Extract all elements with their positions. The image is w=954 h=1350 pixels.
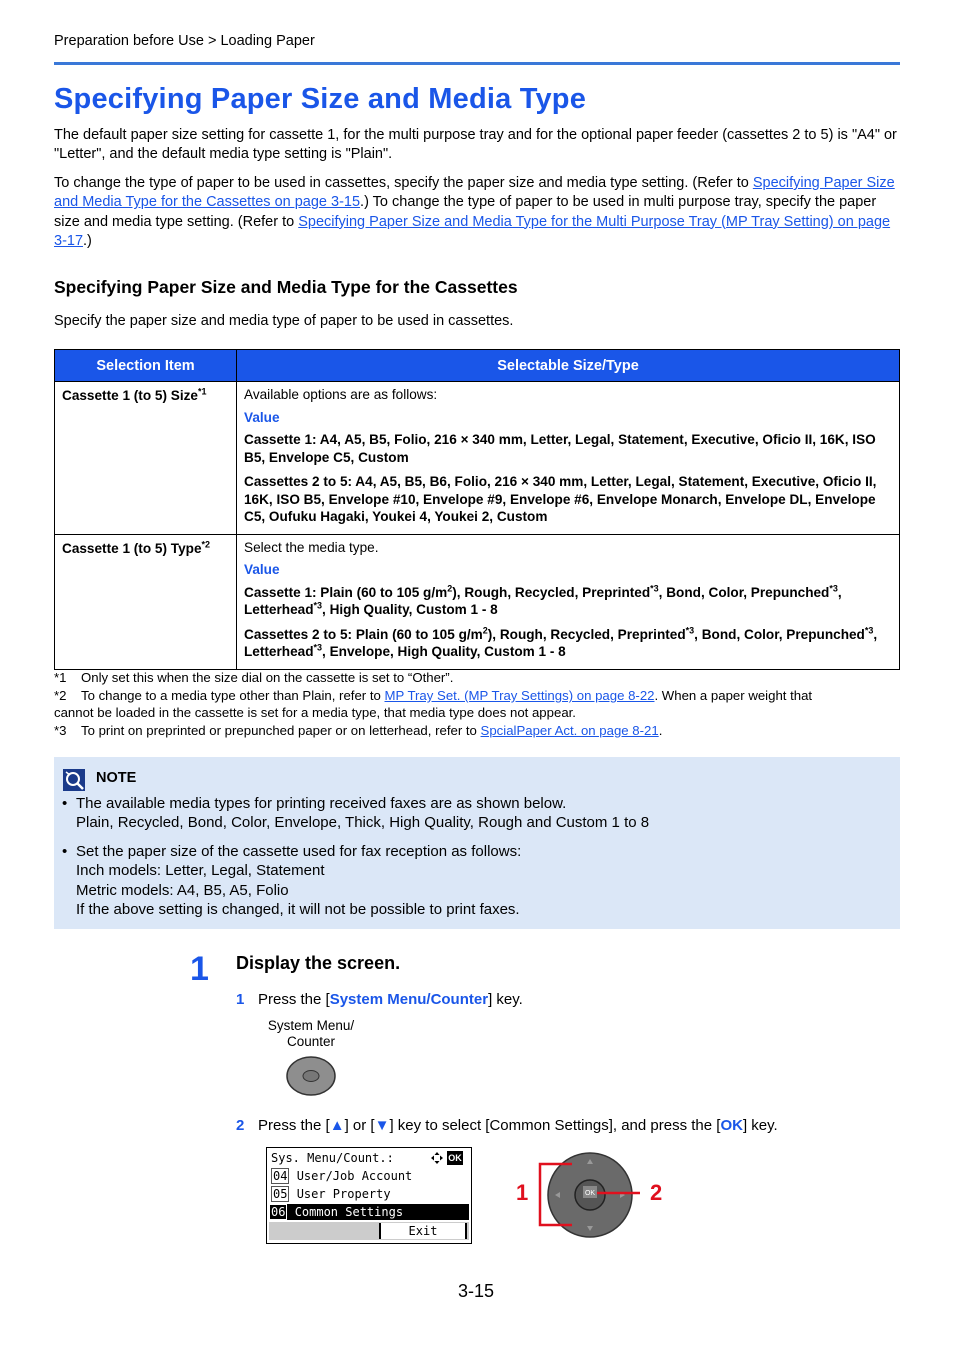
note-item-fax-paper-size: • Set the paper size of the cassette used for fax reception as follows: Inch models: Letter, Legal, Statement Metric models: A4, B5, A5, Folio If the above setting is changed, it will not be possible to print faxes. bbox=[62, 843, 522, 918]
refer-text-2: .) To change the type of paper to be used in multi purpose tray, specify the paper size and media type setting. (Refer to bbox=[54, 194, 877, 230]
intro-paragraph: The default paper size setting for cassette 1, for the multi purpose tray and for the optional paper feeder (cassettes 2 to 5) is "A4" or "Letter", and the default media type setting is "Plain". bbox=[54, 127, 897, 163]
arrow-keypad-dial[interactable] bbox=[510, 1150, 640, 1242]
settings-table bbox=[54, 349, 900, 670]
ok-key-icon[interactable]: OK bbox=[584, 1190, 596, 1197]
system-menu-counter-key[interactable] bbox=[285, 1054, 337, 1098]
cassettes-2-5-size-options: Cassettes 2 to 5: A4, A5, B5, B6, Folio, 216 × 340 mm, Letter, Legal, Statement, Executive, Oficio II, 16K, ISO B5, Envelope #10, Envelope #9, Envelope #6, Envelope Monarch, Envelope DL, Envelope C5, Oufuku Hagaki, Youkei 4, Youkei 2, Custom bbox=[244, 474, 877, 524]
cassettes-2-5-type-options: Cassettes 2 to 5: Plain (60 to 105 $g/m^2$), Rough, Recycled, Preprinted$^{*3}$, Bond, Color, Prepunched$^{*3}$, Letterhead$^{*3}$, Envelope, High Quality, Custom 1 - 8 bbox=[244, 624, 878, 659]
lcd-menu-item[interactable]: 05 User Property bbox=[273, 1187, 391, 1201]
header-rule bbox=[54, 62, 900, 65]
link-mp-tray-set[interactable]: MP Tray Set. (MP Tray Settings) on page 8-22 bbox=[384, 688, 655, 703]
lcd-exit-button[interactable]: Exit bbox=[379, 1223, 467, 1239]
system-menu-key-label: System Menu/ Counter bbox=[267, 1018, 355, 1049]
section-intro: Specify the paper size and media type of paper to be used in cassettes. bbox=[54, 313, 514, 329]
note-title: NOTE bbox=[96, 770, 137, 786]
up-arrow-key-name: ▲ bbox=[329, 1117, 345, 1134]
link-cassette-settings[interactable]: Specifying Paper Size and Media Type for the Cassettes on page 3-15 bbox=[54, 175, 895, 211]
step-number: 1 bbox=[190, 950, 209, 988]
link-mp-tray-settings[interactable]: Specifying Paper Size and Media Type for the Multi Purpose Tray (MP Tray Setting) on page 3-17 bbox=[54, 213, 891, 249]
breadcrumb: Preparation before Use > Loading Paper bbox=[54, 33, 315, 49]
lcd-screen bbox=[266, 1147, 472, 1244]
refer-paragraph bbox=[54, 174, 900, 251]
footnote-3: *3 To print on preprinted or prepunched paper or on letterhead, refer to SpcialPaper Act. on page 8-21. bbox=[54, 723, 663, 738]
row-options-cassette-type bbox=[237, 534, 900, 669]
cassette-1-size-options: Cassette 1: A4, A5, B5, Folio, 216 × 340 mm, Letter, Legal, Statement, Executive, Oficio II, 16K, ISO B5, Envelope C5, Custom bbox=[244, 432, 876, 465]
footnote-2: *2 To change to a media type other than Plain, refer to MP Tray Set. (MP Tray Settings) on page 8-22. When a paper weight that bbox=[54, 688, 813, 703]
footnote-1: *1 Only set this when the size dial on the cassette is set to “Other”. bbox=[54, 670, 454, 685]
ok-badge-icon: OK bbox=[448, 1153, 462, 1163]
footnote-ref: *2 bbox=[201, 538, 211, 549]
page-title: Specifying Paper Size and Media Type bbox=[54, 83, 587, 115]
substep-2: 2 Press the [▲] or [▼] key to select [Common Settings], and press the [OK] key. bbox=[236, 1117, 778, 1134]
footnote-2-continued: cannot be loaded in the cassette is set for a media type, that media type does not appear. bbox=[54, 705, 576, 720]
note-icon bbox=[62, 768, 86, 792]
ok-key-name: OK bbox=[720, 1117, 743, 1134]
step-title: Display the screen. bbox=[236, 953, 401, 973]
substep-1: 1 Press the [System Menu/Counter] key. bbox=[236, 991, 523, 1008]
page-number: 3-15 bbox=[458, 1281, 495, 1301]
link-special-paper-act[interactable]: SpcialPaper Act. on page 8-21 bbox=[480, 723, 659, 738]
options-description: Available options are as follows: bbox=[244, 387, 438, 402]
down-arrow-key-name: ▼ bbox=[374, 1117, 390, 1134]
table-row bbox=[55, 534, 900, 669]
row-item-cassette-size: Cassette 1 (to 5) Size$^{*1}$ bbox=[55, 382, 237, 535]
column-header-selection-item: Selection Item bbox=[55, 350, 237, 382]
value-label: Value bbox=[244, 562, 280, 577]
section-heading: Specifying Paper Size and Media Type for the Cassettes bbox=[54, 277, 518, 297]
system-menu-key-name: System Menu/Counter bbox=[329, 991, 489, 1008]
callout-label-1: 1 bbox=[516, 1180, 529, 1205]
lcd-menu-item-selected[interactable]: 06 Common Settings bbox=[269, 1204, 469, 1220]
callout-label-2: 2 bbox=[650, 1180, 663, 1205]
footnote-ref: *1 bbox=[197, 386, 207, 397]
table-header-row bbox=[55, 350, 900, 382]
value-label: Value bbox=[244, 409, 280, 425]
refer-text-1: To change the type of paper to be used in cassettes, specify the paper size and media type setting. (Refer to bbox=[54, 175, 753, 191]
navigation-arrows-icon bbox=[430, 1151, 444, 1165]
lcd-soft-key-bar bbox=[269, 1222, 469, 1240]
refer-text-3: .) bbox=[83, 232, 92, 249]
column-header-selectable-size-type: Selectable Size/Type bbox=[237, 350, 900, 382]
lcd-menu-item[interactable]: 04 User/Job Account bbox=[273, 1169, 413, 1183]
row-item-cassette-type: Cassette 1 (to 5) Type$^{*2}$ bbox=[55, 534, 237, 669]
options-description: Select the media type. bbox=[244, 539, 379, 555]
row-options-cassette-size bbox=[237, 382, 900, 535]
lcd-header: Sys. Menu/Count.: bbox=[271, 1151, 394, 1165]
cassette-1-type-options: Cassette 1: Plain (60 to 105 $g/m^2$), Rough, Recycled, Preprinted$^{*3}$, Bond, Color, Prepunched$^{*3}$, Letterhead$^{*3}$, High Quality, Custom 1 - 8 bbox=[244, 582, 842, 617]
table-row bbox=[55, 382, 900, 535]
note-item-fax-media: • The available media types for printing received faxes are as shown below. Plain, Recycled, Bond, Color, Envelope, Thick, High Quality, Rough and Custom 1 to 8 bbox=[62, 795, 650, 832]
